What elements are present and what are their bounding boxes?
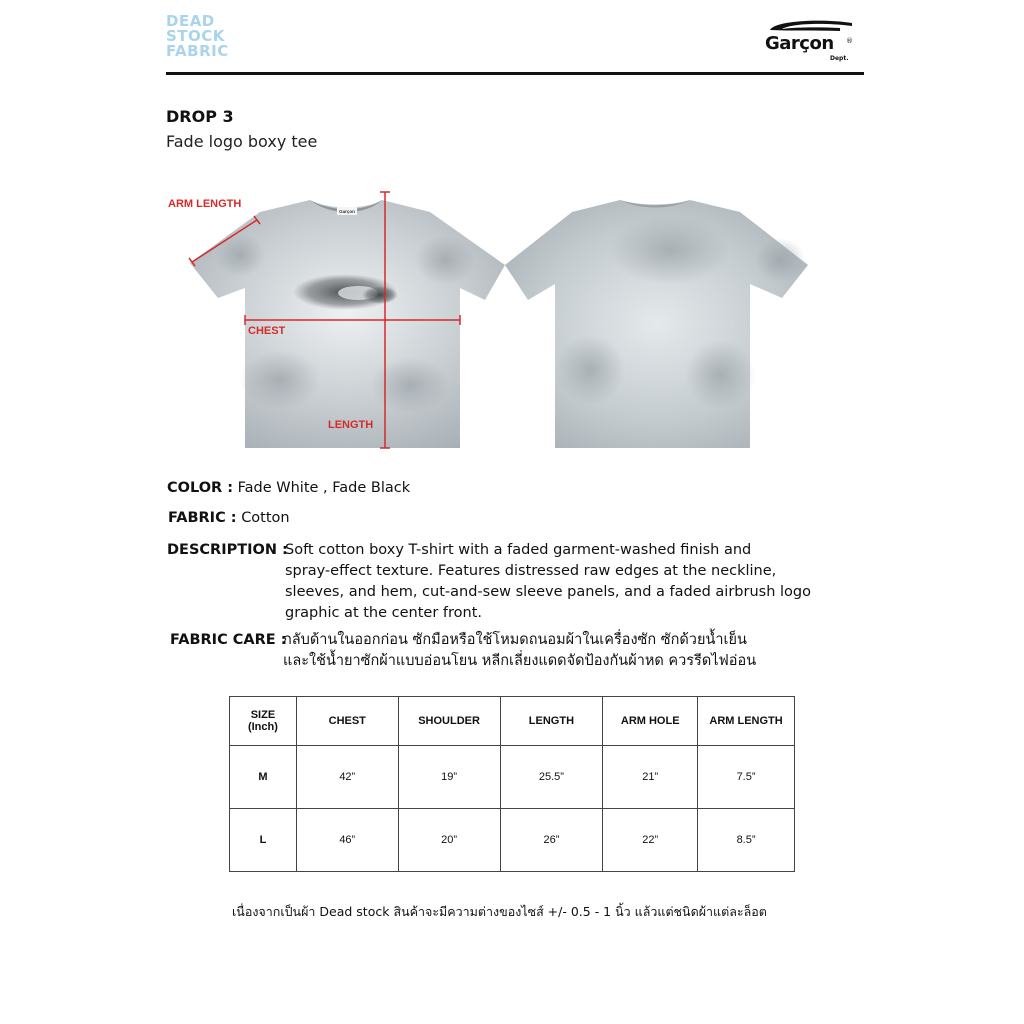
product-name: Fade logo boxy tee — [166, 132, 318, 151]
length-cell: 26” — [500, 809, 603, 872]
size-cell: L — [230, 809, 297, 872]
fabric-care-text — [283, 630, 813, 672]
description-line: Soft cotton boxy T-shirt with a faded garment-washed finish and — [285, 542, 752, 558]
neck-tag-text: Garçon — [339, 209, 355, 214]
header-chest: CHEST — [296, 697, 398, 746]
header-arm-length: ARM LENGTH — [698, 697, 795, 746]
description-label: DESCRIPTION : — [167, 542, 288, 558]
chest-label: CHEST — [248, 325, 286, 337]
shoulder-cell: 19” — [398, 746, 500, 809]
color-spec — [167, 478, 410, 499]
arm-length-cell: 7.5” — [698, 746, 795, 809]
care-line: กลับด้านในออกก่อน ซักมือหรือใช้โหมดถนอมผ้าในเครื่องซัก ซักด้วยน้ำเย็น — [283, 632, 747, 648]
table-row — [230, 809, 795, 872]
front-tee — [190, 200, 505, 448]
header-arm-hole: ARM HOLE — [603, 697, 698, 746]
registered-mark: ® — [846, 37, 853, 45]
back-tee — [505, 200, 808, 448]
shirt-images — [160, 180, 820, 455]
color-value: Fade White , Fade Black — [237, 480, 411, 496]
brand-line-2: STOCK — [166, 27, 225, 45]
description-line: graphic at the center front. — [285, 605, 483, 621]
length-cell: 25.5” — [500, 746, 603, 809]
brand-line-3: FABRIC — [166, 42, 229, 60]
size-chart-table — [229, 696, 795, 872]
size-cell: M — [230, 746, 297, 809]
size-tolerance-note: เนื่องจากเป็นผ้า Dead stock สินค้าจะมีความต่างของไซส์ +/- 0.5 - 1 นิ้ว แล้วแต่ชนิดผ้าแต่ละล็อต — [232, 904, 767, 919]
description-line: spray-effect texture. Features distressed raw edges at the neckline, — [285, 563, 777, 579]
dead-stock-fabric-logo — [166, 14, 246, 59]
care-line: และใช้น้ำยาซักผ้าแบบอ่อนโยน หลีกเลี่ยงแดดจัดป้องกันผ้าหด ควรรีดไฟอ่อน — [283, 653, 757, 669]
description-line: sleeves, and hem, cut-and-sew sleeve panels, and a faded airbrush logo — [285, 584, 811, 600]
drop-title: DROP 3 — [166, 107, 234, 126]
chest-cell: 46” — [296, 809, 398, 872]
brand-line-1: DEAD — [166, 12, 215, 30]
color-label: COLOR : — [167, 480, 234, 496]
fabric-spec — [168, 508, 290, 529]
length-label: LENGTH — [328, 419, 374, 431]
fabric-label: FABRIC : — [168, 510, 237, 526]
chest-cell: 42” — [296, 746, 398, 809]
logo-wordmark: Garçon — [765, 33, 834, 54]
header-shoulder: SHOULDER — [398, 697, 500, 746]
arm-hole-cell: 21” — [603, 746, 698, 809]
header-divider — [166, 72, 864, 75]
arm-length-cell: 8.5” — [698, 809, 795, 872]
logo-dept: Dept. — [830, 55, 849, 62]
arm-hole-cell: 22” — [603, 809, 698, 872]
garcon-logo — [760, 18, 860, 72]
table-row — [230, 746, 795, 809]
fabric-care-label: FABRIC CARE : — [170, 632, 287, 648]
table-header-row — [230, 697, 795, 746]
fabric-value: Cotton — [241, 510, 290, 526]
header-length: LENGTH — [500, 697, 603, 746]
description-text — [285, 540, 825, 624]
header-size: SIZE (Inch) — [230, 697, 297, 746]
arm-length-label: ARM LENGTH — [168, 198, 242, 210]
shoulder-cell: 20” — [398, 809, 500, 872]
shirt-illustration — [160, 180, 820, 455]
